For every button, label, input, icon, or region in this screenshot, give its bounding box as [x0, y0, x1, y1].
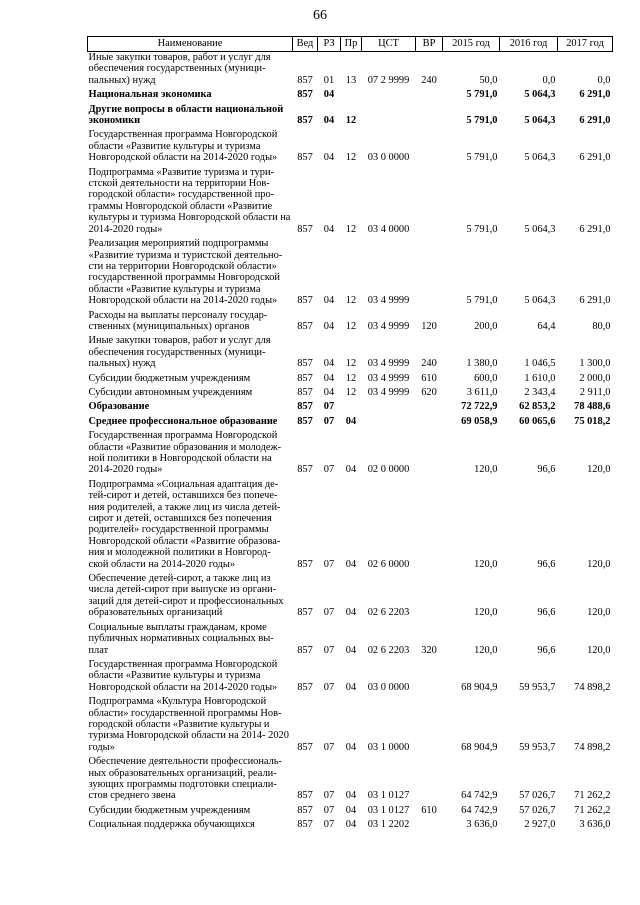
table-row [88, 307, 613, 333]
row-name: Среднее профессиональное образование [88, 415, 278, 427]
row-cst: 03 1 0127 [367, 804, 410, 816]
row-pr: 12 [345, 386, 357, 398]
row-name: Национальная экономика [88, 89, 212, 101]
row-2015: 120,0 [474, 464, 498, 476]
header-cst: ЦСТ [362, 37, 416, 52]
page-number: 66 [313, 8, 327, 23]
row-2017: 120,0 [587, 464, 611, 476]
row-2017: 6 291,0 [579, 152, 611, 164]
row-name: Субсидии бюджетным учреждениям [88, 804, 251, 816]
row-2015: 72 722,9 [461, 401, 498, 413]
row-rz: 04 [323, 320, 335, 332]
row-2016: 62 853,2 [519, 401, 556, 413]
row-pr: 04 [345, 644, 357, 656]
row-2016: 2 927,0 [524, 819, 556, 831]
row-rz: 04 [323, 223, 335, 235]
row-2017: 6 291,0 [579, 295, 611, 307]
header-2015: 2015 год [443, 37, 500, 52]
row-2015: 600,0 [474, 372, 498, 384]
row-ved: 857 [297, 401, 313, 413]
row-ved: 857 [297, 819, 313, 831]
row-2015: 120,0 [474, 644, 498, 656]
row-ved: 857 [297, 790, 313, 802]
table-row [88, 753, 613, 802]
row-pr: 04 [345, 681, 357, 693]
row-vr: 320 [421, 644, 437, 656]
row-pr: 04 [345, 819, 357, 831]
row-vr [416, 413, 443, 427]
row-name: Обеспечение детей-сирот, а также лиц из числа детей-сирот при выпуске из органи- заций для детей-сирот и профессиональных образовательных организаций [88, 573, 284, 619]
row-name: Обеспечение деятельности профессиональ- ных образовательных организаций, реали- зующих программы подготовки специали- стов среднего звена [88, 756, 282, 802]
row-vr: 240 [421, 74, 437, 86]
row-2017: 120,0 [587, 558, 611, 570]
row-pr: 12 [345, 320, 357, 332]
row-2016: 5 064,3 [524, 295, 556, 307]
row-2017: 2 000,0 [579, 372, 611, 384]
row-name: Реализация мероприятий подпрограммы «Развитие туризма и туристской деятельно- сти на территории Новгородской области» государственной программы Новгородской области «Развитие культуры и туризма Новгородской области на 2014-2020 годы» [88, 238, 283, 307]
row-2016: 1 046,5 [524, 358, 556, 370]
table-row [88, 101, 613, 127]
header-pr: Пр [341, 37, 362, 52]
row-2017: 6 291,0 [579, 115, 611, 127]
row-cst: 03 1 2202 [367, 819, 410, 831]
row-ved: 857 [297, 152, 313, 164]
row-ved: 857 [297, 295, 313, 307]
row-2016: 57 026,7 [519, 790, 556, 802]
row-ved: 857 [297, 358, 313, 370]
row-pr: 12 [345, 358, 357, 370]
row-cst [362, 86, 416, 100]
row-2017: 71 262,2 [574, 790, 611, 802]
row-2015: 64 742,9 [461, 804, 498, 816]
row-2016: 96,6 [537, 607, 556, 619]
row-2017: 1 300,0 [579, 358, 611, 370]
row-ved: 857 [297, 804, 313, 816]
row-rz: 07 [323, 804, 335, 816]
row-ved: 857 [297, 223, 313, 235]
row-2016: 5 064,3 [524, 115, 556, 127]
row-rz: 04 [323, 115, 335, 127]
row-2015: 5 791,0 [466, 223, 498, 235]
row-ved: 857 [297, 386, 313, 398]
header-2017: 2017 год [558, 37, 613, 52]
row-cst [362, 101, 416, 127]
row-rz: 07 [323, 819, 335, 831]
row-2015: 68 904,9 [461, 681, 498, 693]
row-vr: 620 [421, 386, 437, 398]
table-row [88, 86, 613, 100]
row-rz: 04 [323, 358, 335, 370]
row-2017: 74 898,2 [574, 741, 611, 753]
table-row [88, 413, 613, 427]
row-2016: 96,6 [537, 644, 556, 656]
row-rz: 07 [323, 644, 335, 656]
table-row [88, 476, 613, 570]
row-cst: 03 4 9999 [367, 372, 410, 384]
row-rz: 07 [323, 790, 335, 802]
row-pr: 04 [345, 558, 357, 570]
row-name: Другие вопросы в области национальной экономики [88, 103, 284, 127]
row-name: Социальные выплаты гражданам, кроме публичных нормативных социальных вы- плат [88, 621, 274, 656]
row-ved: 857 [297, 115, 313, 127]
row-cst: 02 6 2203 [367, 644, 410, 656]
row-rz: 04 [323, 386, 335, 398]
row-name: Субсидии бюджетным учреждениям [88, 372, 251, 384]
row-rz: 01 [323, 74, 335, 86]
row-cst [362, 398, 416, 412]
row-cst: 03 1 0000 [367, 741, 410, 753]
table-row [88, 619, 613, 656]
table-row [88, 384, 613, 398]
row-rz: 07 [323, 681, 335, 693]
row-pr: 04 [345, 415, 357, 427]
row-name: Субсидии автономным учреждениям [88, 386, 253, 398]
row-pr: 13 [345, 74, 357, 86]
table-row [88, 235, 613, 306]
row-2015: 68 904,9 [461, 741, 498, 753]
row-vr: 610 [421, 804, 437, 816]
row-2015: 3 611,0 [466, 386, 498, 398]
row-2015: 69 058,9 [461, 415, 498, 427]
row-ved: 857 [297, 681, 313, 693]
row-2016: 64,4 [537, 320, 556, 332]
row-ved: 857 [297, 372, 313, 384]
row-ved: 857 [297, 607, 313, 619]
row-vr [416, 816, 443, 830]
row-vr [416, 101, 443, 127]
row-2017: 80,0 [592, 320, 611, 332]
table-row [88, 570, 613, 619]
row-name: Расходы на выплаты персоналу государ- ственных (муниципальных) органов [88, 309, 268, 332]
row-pr [341, 398, 362, 412]
row-cst: 03 1 0127 [367, 790, 410, 802]
row-2017: 120,0 [587, 644, 611, 656]
row-vr [416, 693, 443, 753]
row-vr: 240 [421, 358, 437, 370]
row-cst: 03 0 0000 [367, 681, 410, 693]
row-rz: 04 [323, 295, 335, 307]
row-pr: 04 [345, 607, 357, 619]
row-2016: 57 026,7 [519, 804, 556, 816]
row-2016: 5 064,3 [524, 223, 556, 235]
row-ved: 857 [297, 320, 313, 332]
row-ved: 857 [297, 644, 313, 656]
row-name: Иные закупки товаров, работ и услуг для обеспечения государственных (муници- пальных) нужд [88, 52, 271, 86]
row-2017: 74 898,2 [574, 681, 611, 693]
row-ved: 857 [297, 415, 313, 427]
row-rz: 07 [323, 401, 335, 413]
row-name: Подпрограмма «Социальная адаптация де- тей-сирот и детей, оставшихся без попече- ния родителей, а также лиц из числа детей- сирот и детей, оставшихся без попечения родителей» государственной программы Новгородской области «Развитие образова- ния и молодежной политики в Новгород- ской области на 2014-2020 годы» [88, 478, 281, 570]
header-ved: Вед [293, 37, 318, 52]
row-cst [362, 413, 416, 427]
row-cst: 03 4 9999 [367, 320, 410, 332]
row-cst: 03 4 9999 [367, 295, 410, 307]
row-ved: 857 [297, 74, 313, 86]
row-vr [416, 235, 443, 306]
row-pr: 12 [345, 223, 357, 235]
row-ved: 857 [297, 89, 313, 101]
table-row [88, 693, 613, 753]
row-2015: 3 636,0 [466, 819, 498, 831]
table-body [88, 52, 613, 831]
row-2016: 2 343,4 [524, 386, 556, 398]
header-rz: РЗ [318, 37, 341, 52]
row-2016: 5 064,3 [524, 89, 556, 101]
row-vr [416, 126, 443, 163]
row-pr: 12 [345, 115, 357, 127]
table-header-row [88, 37, 613, 52]
row-2015: 200,0 [474, 320, 498, 332]
row-2015: 5 791,0 [466, 115, 498, 127]
row-2017: 75 018,2 [574, 415, 611, 427]
row-2015: 64 742,9 [461, 790, 498, 802]
row-2015: 1 380,0 [466, 358, 498, 370]
table-row [88, 52, 613, 87]
row-name: Иные закупки товаров, работ и услуг для обеспечения государственных (муници- пальных) нужд [88, 335, 271, 370]
row-2017: 6 291,0 [579, 89, 611, 101]
row-ved: 857 [297, 464, 313, 476]
row-rz: 07 [323, 607, 335, 619]
row-name: Социальная поддержка обучающихся [88, 819, 255, 831]
row-cst: 03 4 9999 [367, 386, 410, 398]
row-vr: 120 [421, 320, 437, 332]
budget-table [87, 36, 613, 831]
row-rz: 07 [323, 415, 335, 427]
row-cst: 02 0 0000 [367, 464, 410, 476]
row-2016: 0,0 [542, 74, 556, 86]
row-ved: 857 [297, 558, 313, 570]
row-pr: 12 [345, 152, 357, 164]
row-name: Государственная программа Новгородской области «Развитие культуры и туризма Новгородской области на 2014-2020 годы» [88, 129, 278, 164]
row-name: Государственная программа Новгородской области «Развитие культуры и туризма Новгородской области на 2014-2020 годы» [88, 658, 278, 693]
table-row [88, 164, 613, 235]
row-name: Образование [88, 401, 150, 413]
row-rz: 07 [323, 741, 335, 753]
row-name: Государственная программа Новгородской области «Развитие образования и молодеж- ной политики в Новгородской области на 2014-2020 годы» [88, 430, 282, 476]
row-pr: 04 [345, 741, 357, 753]
row-2015: 5 791,0 [466, 89, 498, 101]
row-2016: 96,6 [537, 464, 556, 476]
row-cst: 03 0 0000 [367, 152, 410, 164]
row-2016: 59 953,7 [519, 681, 556, 693]
row-2015: 120,0 [474, 607, 498, 619]
row-2016: 1 610,0 [524, 372, 556, 384]
table-row [88, 332, 613, 369]
row-2017: 78 488,6 [574, 401, 611, 413]
row-2017: 6 291,0 [579, 223, 611, 235]
row-2016: 59 953,7 [519, 741, 556, 753]
row-vr [416, 753, 443, 802]
table-row [88, 126, 613, 163]
row-vr [416, 86, 443, 100]
row-rz: 07 [323, 464, 335, 476]
row-cst: 02 6 0000 [367, 558, 410, 570]
table-row [88, 816, 613, 830]
row-vr [416, 427, 443, 476]
row-pr: 12 [345, 295, 357, 307]
row-pr: 12 [345, 372, 357, 384]
table-row [88, 656, 613, 693]
row-vr [416, 476, 443, 570]
row-pr [341, 86, 362, 100]
row-cst: 03 4 0000 [367, 223, 410, 235]
row-2017: 3 636,0 [579, 819, 611, 831]
row-2015: 5 791,0 [466, 295, 498, 307]
row-pr: 04 [345, 790, 357, 802]
row-cst: 07 2 9999 [367, 74, 410, 86]
row-vr [416, 656, 443, 693]
row-rz: 04 [323, 152, 335, 164]
row-2017: 120,0 [587, 607, 611, 619]
row-2017: 71 262,2 [574, 804, 611, 816]
row-2015: 120,0 [474, 558, 498, 570]
row-pr: 04 [345, 464, 357, 476]
row-cst: 02 6 2203 [367, 607, 410, 619]
row-2015: 5 791,0 [466, 152, 498, 164]
row-vr [416, 398, 443, 412]
header-2016: 2016 год [500, 37, 558, 52]
table-row [88, 802, 613, 816]
table-row [88, 370, 613, 384]
row-pr: 04 [345, 804, 357, 816]
row-name: Подпрограмма «Культура Новгородской области» государственной программы Нов- городской области «Развитие культуры и туризма Новгородской области на 2014- 2020 годы» [88, 696, 289, 753]
row-2016: 96,6 [537, 558, 556, 570]
row-vr [416, 164, 443, 235]
row-vr: 610 [421, 372, 437, 384]
row-vr [416, 570, 443, 619]
row-2015: 50,0 [479, 74, 498, 86]
row-cst: 03 4 9999 [367, 358, 410, 370]
row-2016: 60 065,6 [519, 415, 556, 427]
row-ved: 857 [297, 741, 313, 753]
row-rz: 04 [323, 89, 335, 101]
row-2017: 2 911,0 [579, 386, 611, 398]
row-2017: 0,0 [597, 74, 611, 86]
row-rz: 07 [323, 558, 335, 570]
header-name: Наименование [88, 37, 293, 52]
row-2016: 5 064,3 [524, 152, 556, 164]
table-row [88, 398, 613, 412]
row-rz: 04 [323, 372, 335, 384]
row-name: Подпрограмма «Развитие туризма и тури- стской деятельности на территории Нов- городской области» государственной про- граммы Новгородской области «Развитие культуры и туризма Новгородской области на 2014-2020 годы» [88, 166, 291, 235]
table-row [88, 427, 613, 476]
header-vr: ВР [416, 37, 443, 52]
